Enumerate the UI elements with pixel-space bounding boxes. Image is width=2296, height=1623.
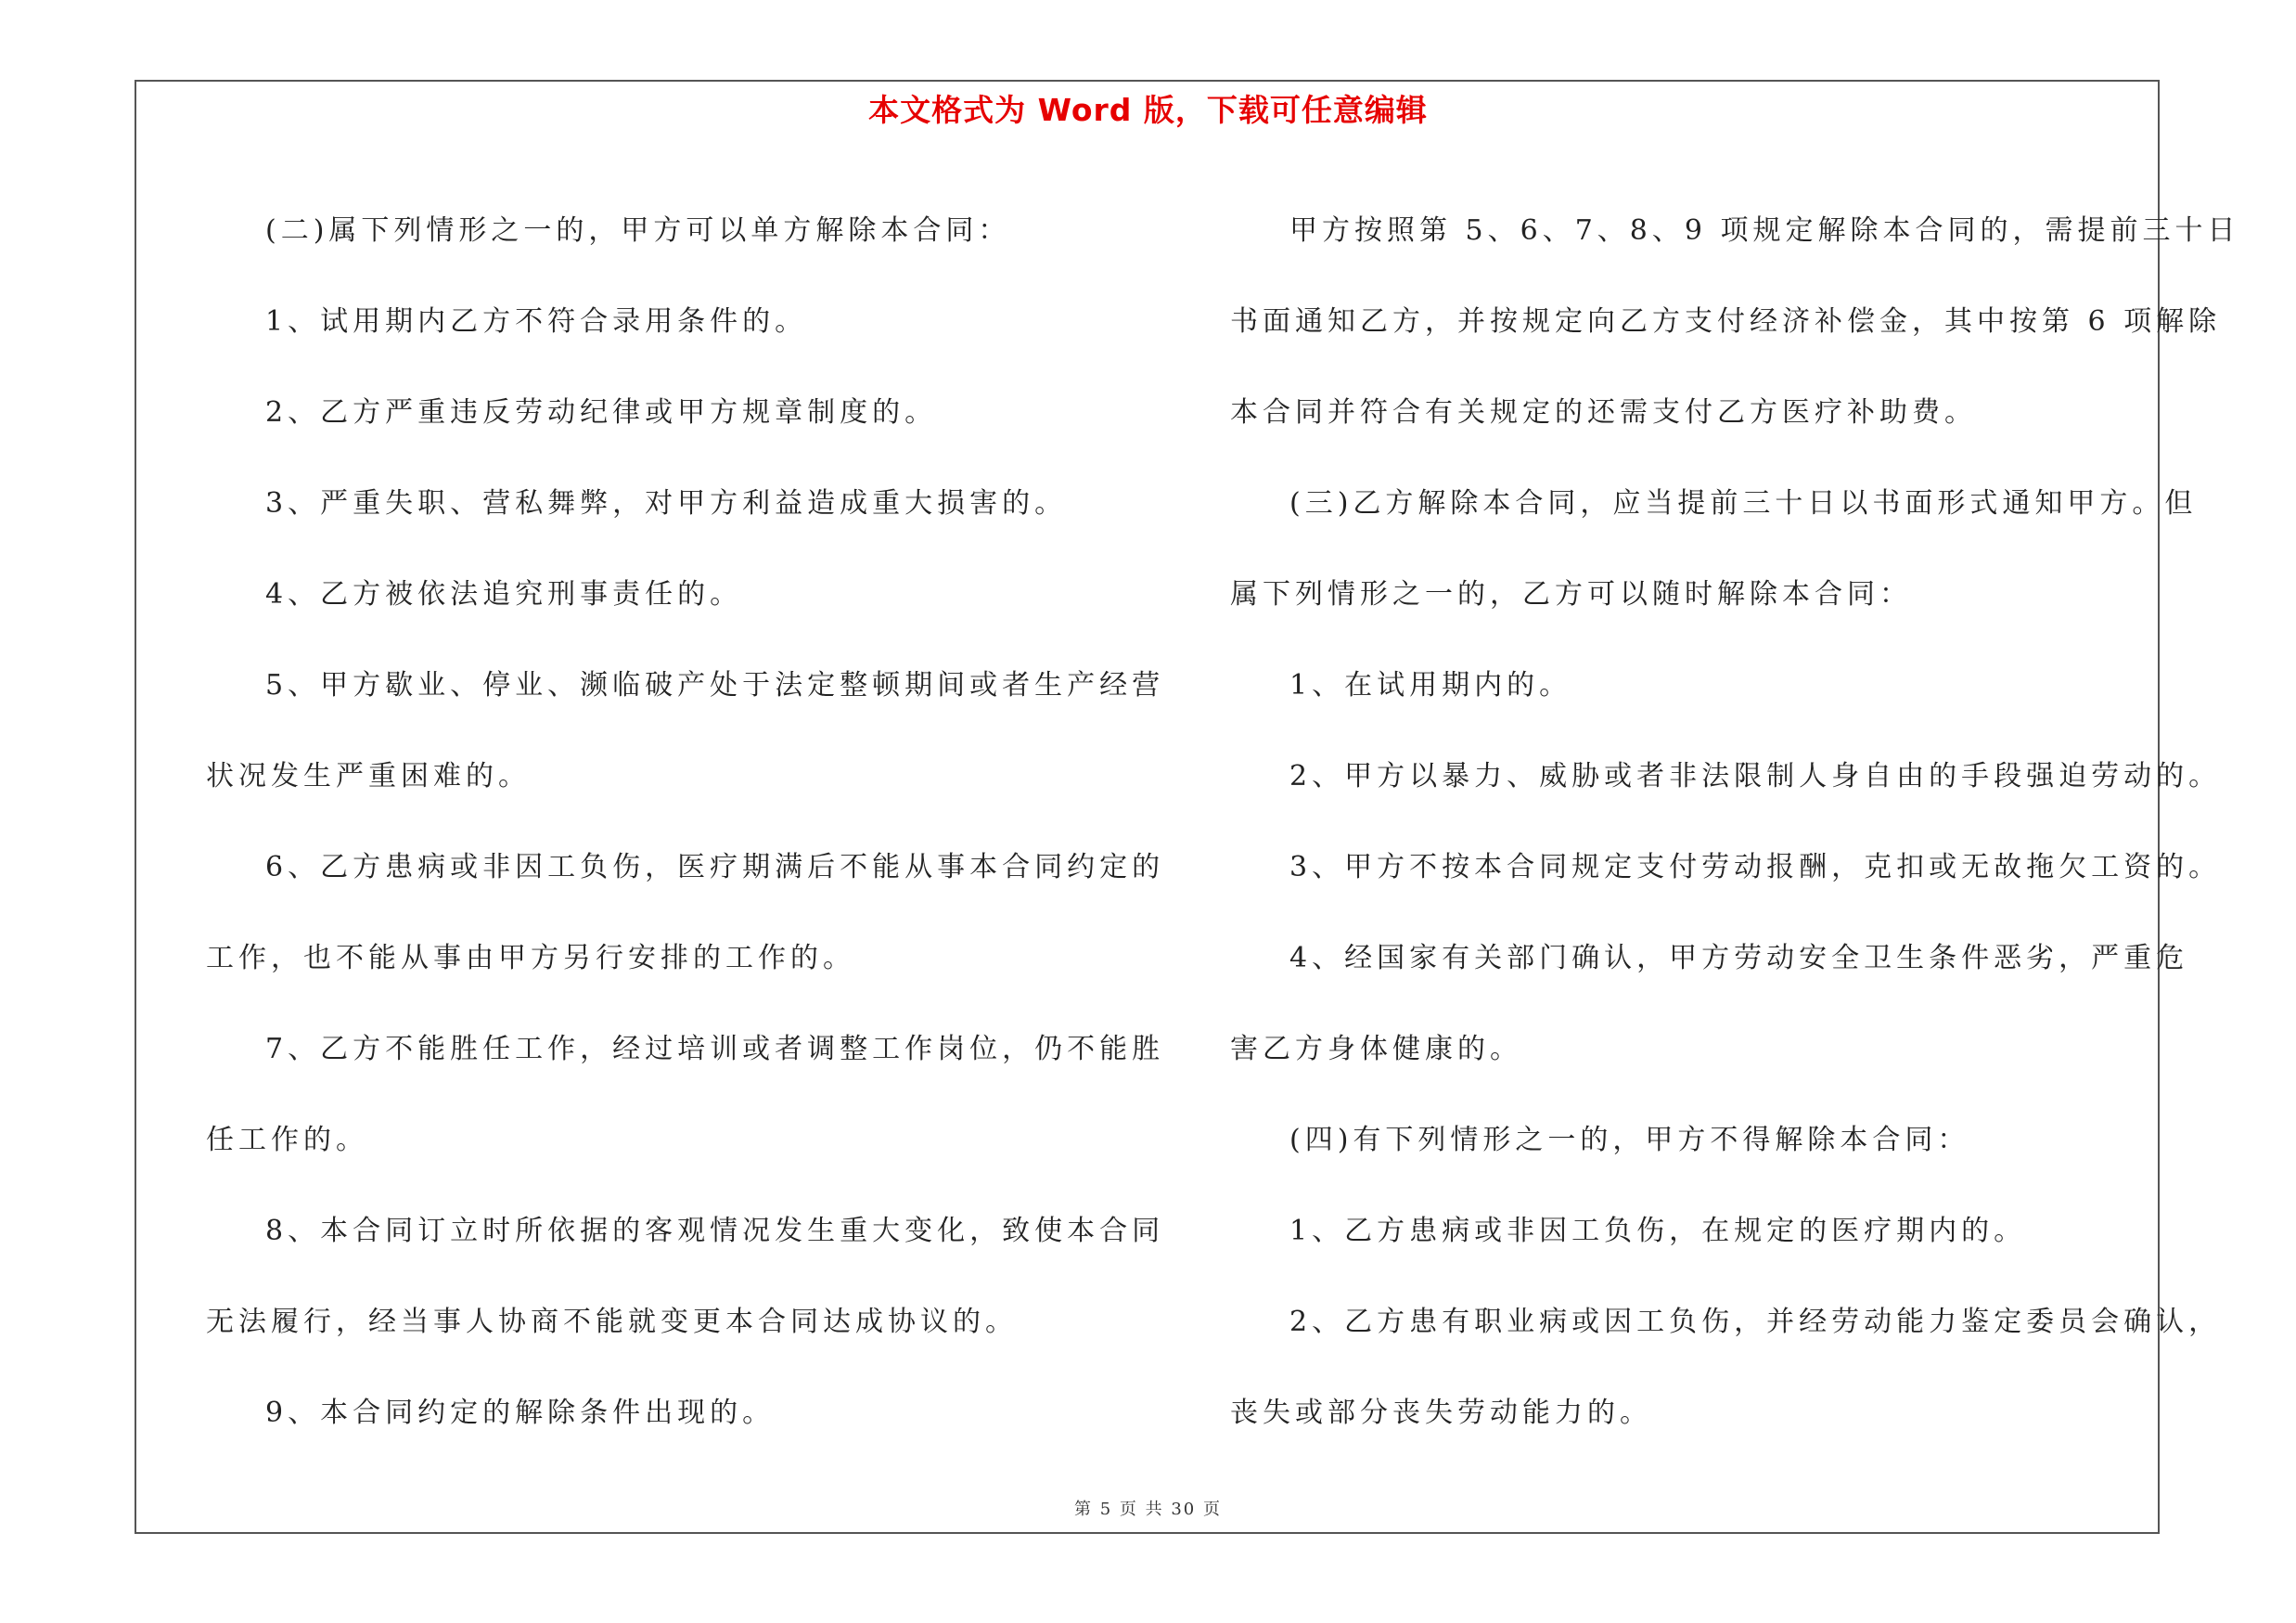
right-column-line: 书面通知乙方，并按规定向乙方支付经济补偿金，其中按第 6 项解除: [1230, 305, 2222, 338]
right-column-line: 害乙方身体健康的。: [1230, 1033, 1522, 1065]
left-column-line: 状况发生严重困难的。: [206, 760, 531, 792]
left-column-line: 7、乙方不能胜任工作，经过培训或者调整工作岗位，仍不能胜: [265, 1033, 1165, 1065]
right-column-line: (三)乙方解除本合同，应当提前三十日以书面形式通知甲方。但: [1289, 487, 2198, 520]
right-column-line: 1、乙方患病或非因工负伤，在规定的医疗期内的。: [1289, 1215, 2027, 1247]
left-column-line: 4、乙方被依法追究刑事责任的。: [265, 578, 743, 611]
left-column-line: 6、乙方患病或非因工负伤，医疗期满后不能从事本合同约定的: [265, 851, 1165, 883]
left-column-line: (二)属下列情形之一的，甲方可以单方解除本合同：: [265, 214, 1011, 247]
left-column-line: 8、本合同订立时所依据的客观情况发生重大变化，致使本合同: [265, 1215, 1165, 1247]
left-column-line: 3、严重失职、营私舞弊，对甲方利益造成重大损害的。: [265, 487, 1068, 520]
right-column-line: (四)有下列情形之一的，甲方不得解除本合同：: [1289, 1124, 1970, 1156]
left-column-line: 9、本合同约定的解除条件出现的。: [265, 1397, 776, 1429]
right-column-line: 1、在试用期内的。: [1289, 669, 1572, 702]
right-column-line: 甲方按照第 5、6、7、8、9 项规定解除本合同的，需提前三十日: [1289, 214, 2240, 247]
right-column-line: 4、经国家有关部门确认，甲方劳动安全卫生条件恶劣，严重危: [1289, 942, 2189, 974]
left-column-line: 工作，也不能从事由甲方另行安排的工作的。: [206, 942, 855, 974]
right-column-line: 丧失或部分丧失劳动能力的。: [1230, 1397, 1652, 1429]
left-column-line: 任工作的。: [206, 1124, 368, 1156]
right-column-line: 2、乙方患有职业病或因工负伤，并经劳动能力鉴定委员会确认，: [1289, 1306, 2222, 1338]
right-column-line: 2、甲方以暴力、威胁或者非法限制人身自由的手段强迫劳动的。: [1289, 760, 2222, 792]
left-column-line: 1、试用期内乙方不符合录用条件的。: [265, 305, 808, 338]
right-column: [1230, 186, 2240, 1459]
right-column-line: 本合同并符合有关规定的还需支付乙方医疗补助费。: [1230, 396, 1977, 429]
page-number: 第 5 页 共 30 页: [1074, 1500, 1222, 1519]
header-banner: 本文格式为 Word 版，下载可任意编辑: [868, 92, 1428, 128]
right-column-line: 3、甲方不按本合同规定支付劳动报酬，克扣或无故拖欠工资的。: [1289, 851, 2222, 883]
left-column-line: 5、甲方歇业、停业、濒临破产处于法定整顿期间或者生产经营: [265, 669, 1165, 702]
right-column-line: 属下列情形之一的，乙方可以随时解除本合同：: [1230, 578, 1912, 611]
left-column-line: 无法履行，经当事人协商不能就变更本合同达成协议的。: [206, 1306, 1018, 1338]
left-column-line: 2、乙方严重违反劳动纪律或甲方规章制度的。: [265, 396, 938, 429]
left-column: [206, 186, 1165, 1459]
